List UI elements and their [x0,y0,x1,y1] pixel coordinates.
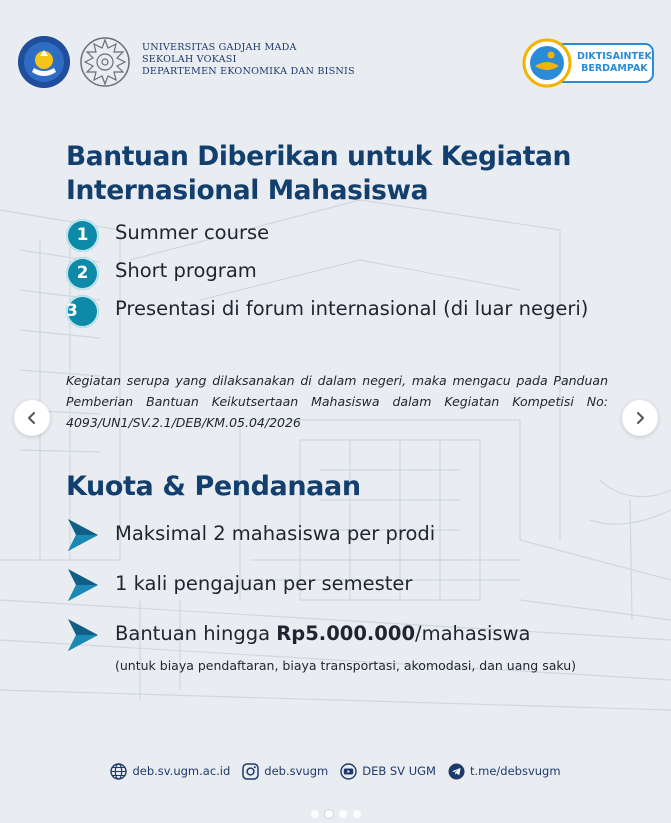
telegram-text: t.me/debsvugm [469,764,561,778]
funding-prefix: Bantuan hingga [115,622,277,645]
badge-text [577,51,652,75]
arrow-bullet-icon [66,517,100,553]
badge-line-2: BERDAMPAK [581,63,648,74]
globe-icon [110,763,127,780]
list-item [66,297,608,320]
activity-label: Summer course [115,221,270,244]
domestic-activity-note: Kegiatan serupa yang dilaksanakan di dalam negeri, maka mengacu pada Panduan Pemberian Bantuan Keikutsertaan Mahasiswa dalam Kegiatan Kompetisi No: 4093/UN1/SV.2.1/DEB/KM.05.04/2026 [66,373,608,430]
badge-line-1: DIKTISAINTEK [577,51,652,62]
number-badge: 3 [66,295,99,328]
funding-coverage-note: (untuk biaya pendaftaran, biaya transportasi, akomodasi, dan uang saku) [115,658,577,673]
instagram-icon [242,763,259,780]
carousel-dot-active[interactable] [325,810,333,818]
website-text: deb.sv.ugm.ac.id [132,764,231,778]
website-contact [110,763,230,780]
page-title: Bantuan Diberikan untuk Kegiatan Internasional Mahasiswa [66,141,571,206]
contact-footer [0,760,671,782]
institution-line-school: SEKOLAH VOKASI [142,54,237,66]
carousel-dot[interactable] [339,810,347,818]
number-badge: 1 [66,219,99,252]
instagram-text: deb.svugm [264,764,329,778]
quota-item-text: Maksimal 2 mahasiswa per prodi [115,522,436,545]
funding-amount: Rp5.000.000 [276,622,416,645]
chevron-left-icon [24,410,40,426]
activity-label: Short program [115,259,257,282]
previous-slide-button[interactable] [14,400,50,436]
telegram-icon [448,763,465,780]
arrow-bullet-icon [66,617,100,653]
carousel-indicator [0,810,671,818]
header [18,36,655,92]
quota-section-title: Kuota & Pendanaan [66,471,361,502]
diktisaintek-badge [521,38,655,88]
arrow-bullet-icon [66,567,100,603]
quota-item-text: 1 kali pengajuan per semester [115,572,413,595]
ugm-logo-icon [79,36,131,88]
list-item [66,259,608,282]
quota-item-text [115,622,531,646]
carousel-dot[interactable] [311,810,319,818]
funding-suffix: /mahasiswa [415,622,531,645]
youtube-text: DEB SV UGM [362,764,436,778]
telegram-contact [448,763,561,780]
instagram-contact [242,763,328,780]
activity-list [66,221,608,335]
institution-line-department: DEPARTEMEN EKONOMIKA DAN BISNIS [142,66,355,78]
next-slide-button[interactable] [622,400,658,436]
carousel-dot[interactable] [353,810,361,818]
chevron-right-icon [632,410,648,426]
institution-name [142,42,355,79]
number-badge: 2 [66,257,99,290]
youtube-icon [340,763,357,780]
list-item [66,221,608,244]
kemendikbud-logo-icon [18,36,70,88]
institution-line-university: UNIVERSITAS GADJAH MADA [142,42,297,53]
youtube-contact [340,763,436,780]
activity-label: Presentasi di forum internasional (di luar negeri) [115,297,589,320]
